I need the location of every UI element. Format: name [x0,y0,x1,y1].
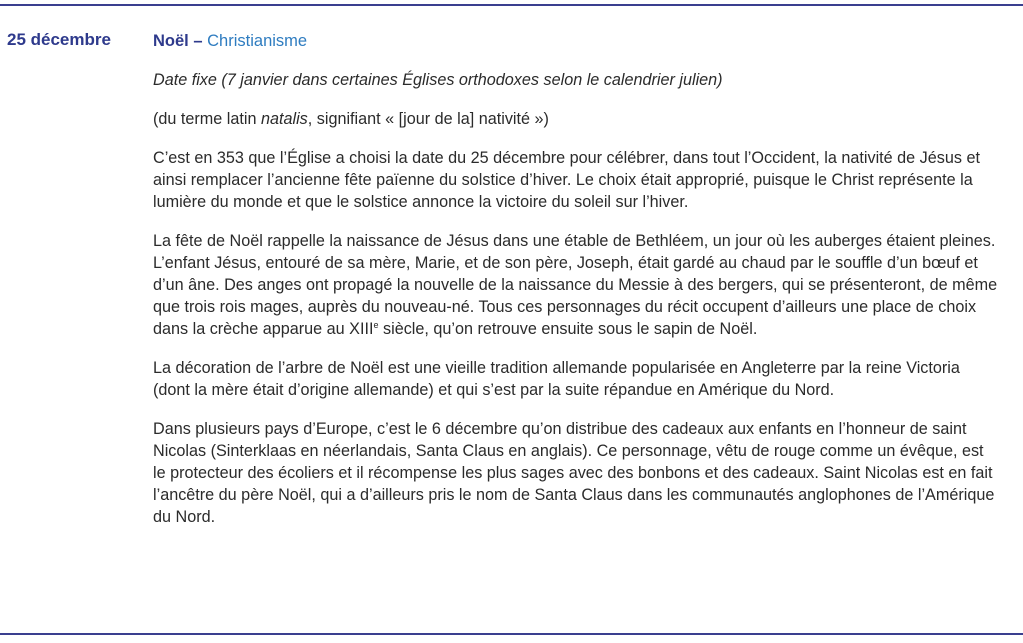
etymology [153,108,998,130]
paragraph-nativity-text: La fête de Noël rappelle la naissance de Jésus dans une étable de Bethléem, un jour où les auberges étaient pleines. L’enfant Jésus, entouré de sa mère, Marie, et de son père, Joseph, était gardé au chaud par le souffle d’un bœuf et d’un âne. Des anges ont propagé la nouvelle de la naissance du Messie à des bergers, qui se présenteront, de même que trois rois mages, auprès du nouveau-né. Tous ces personnages du récit occupent d’ailleurs une place de choix dans la crèche apparue au XIII [153,232,998,338]
paragraph-nativity [153,230,998,340]
top-divider [0,4,1023,6]
etymology-term: natalis [260,110,308,128]
entry-date: 25 décembre [7,30,111,49]
paragraph-saint-nicolas: Dans plusieurs pays d’Europe, c’est le 6 décembre qu’on distribue des cadeaux aux enfants en l’honneur de saint Nicolas (Sinterklaas en néerlandais, Santa Claus en anglais). Ce personnage, vêtu de rouge comme un évêque, est le protecteur des écoliers et il récompense les plus sages avec des bonbons et des cadeaux. Saint Nicolas est en fait l’ancêtre du père Noël, qui a d’ailleurs pris le nom de Santa Claus dans les communautés anglophones de l’Amérique du Nord. [153,420,995,526]
holiday-name: Noël [153,32,189,50]
etymology-before: (du terme latin [153,110,261,128]
entry-content [153,30,998,545]
paragraph-nativity-end: siècle, qu’on retrouve ensuite sous le sapin de Noël. [378,320,758,338]
paragraph-origin: C’est en 353 que l’Église a choisi la date du 25 décembre pour célébrer, dans tout l’Occident, la nativité de Jésus et ainsi remplacer l’ancienne fête païenne du solstice d’hiver. Le choix était approprié, puisque le Christ représente la lumière du monde et que le solstice annonce la victoire du soleil sur l’hiver. [153,149,980,211]
date-note: Date fixe (7 janvier dans certaines Églises orthodoxes selon le calendrier julien) [153,71,723,89]
entry-heading [153,30,998,52]
heading-dash: – [193,32,203,50]
century-superscript: e [373,320,379,330]
religion-label: Christianisme [207,32,308,50]
bottom-divider [0,633,1023,635]
paragraph-tree: La décoration de l’arbre de Noël est une vieille tradition allemande popularisée en Angleterre par la reine Victoria (dont la mère était d’origine allemande) et qui s’est par la suite répandue en Amérique du Nord. [153,359,960,399]
etymology-after: , signifiant « [jour de la] nativité ») [307,110,549,128]
